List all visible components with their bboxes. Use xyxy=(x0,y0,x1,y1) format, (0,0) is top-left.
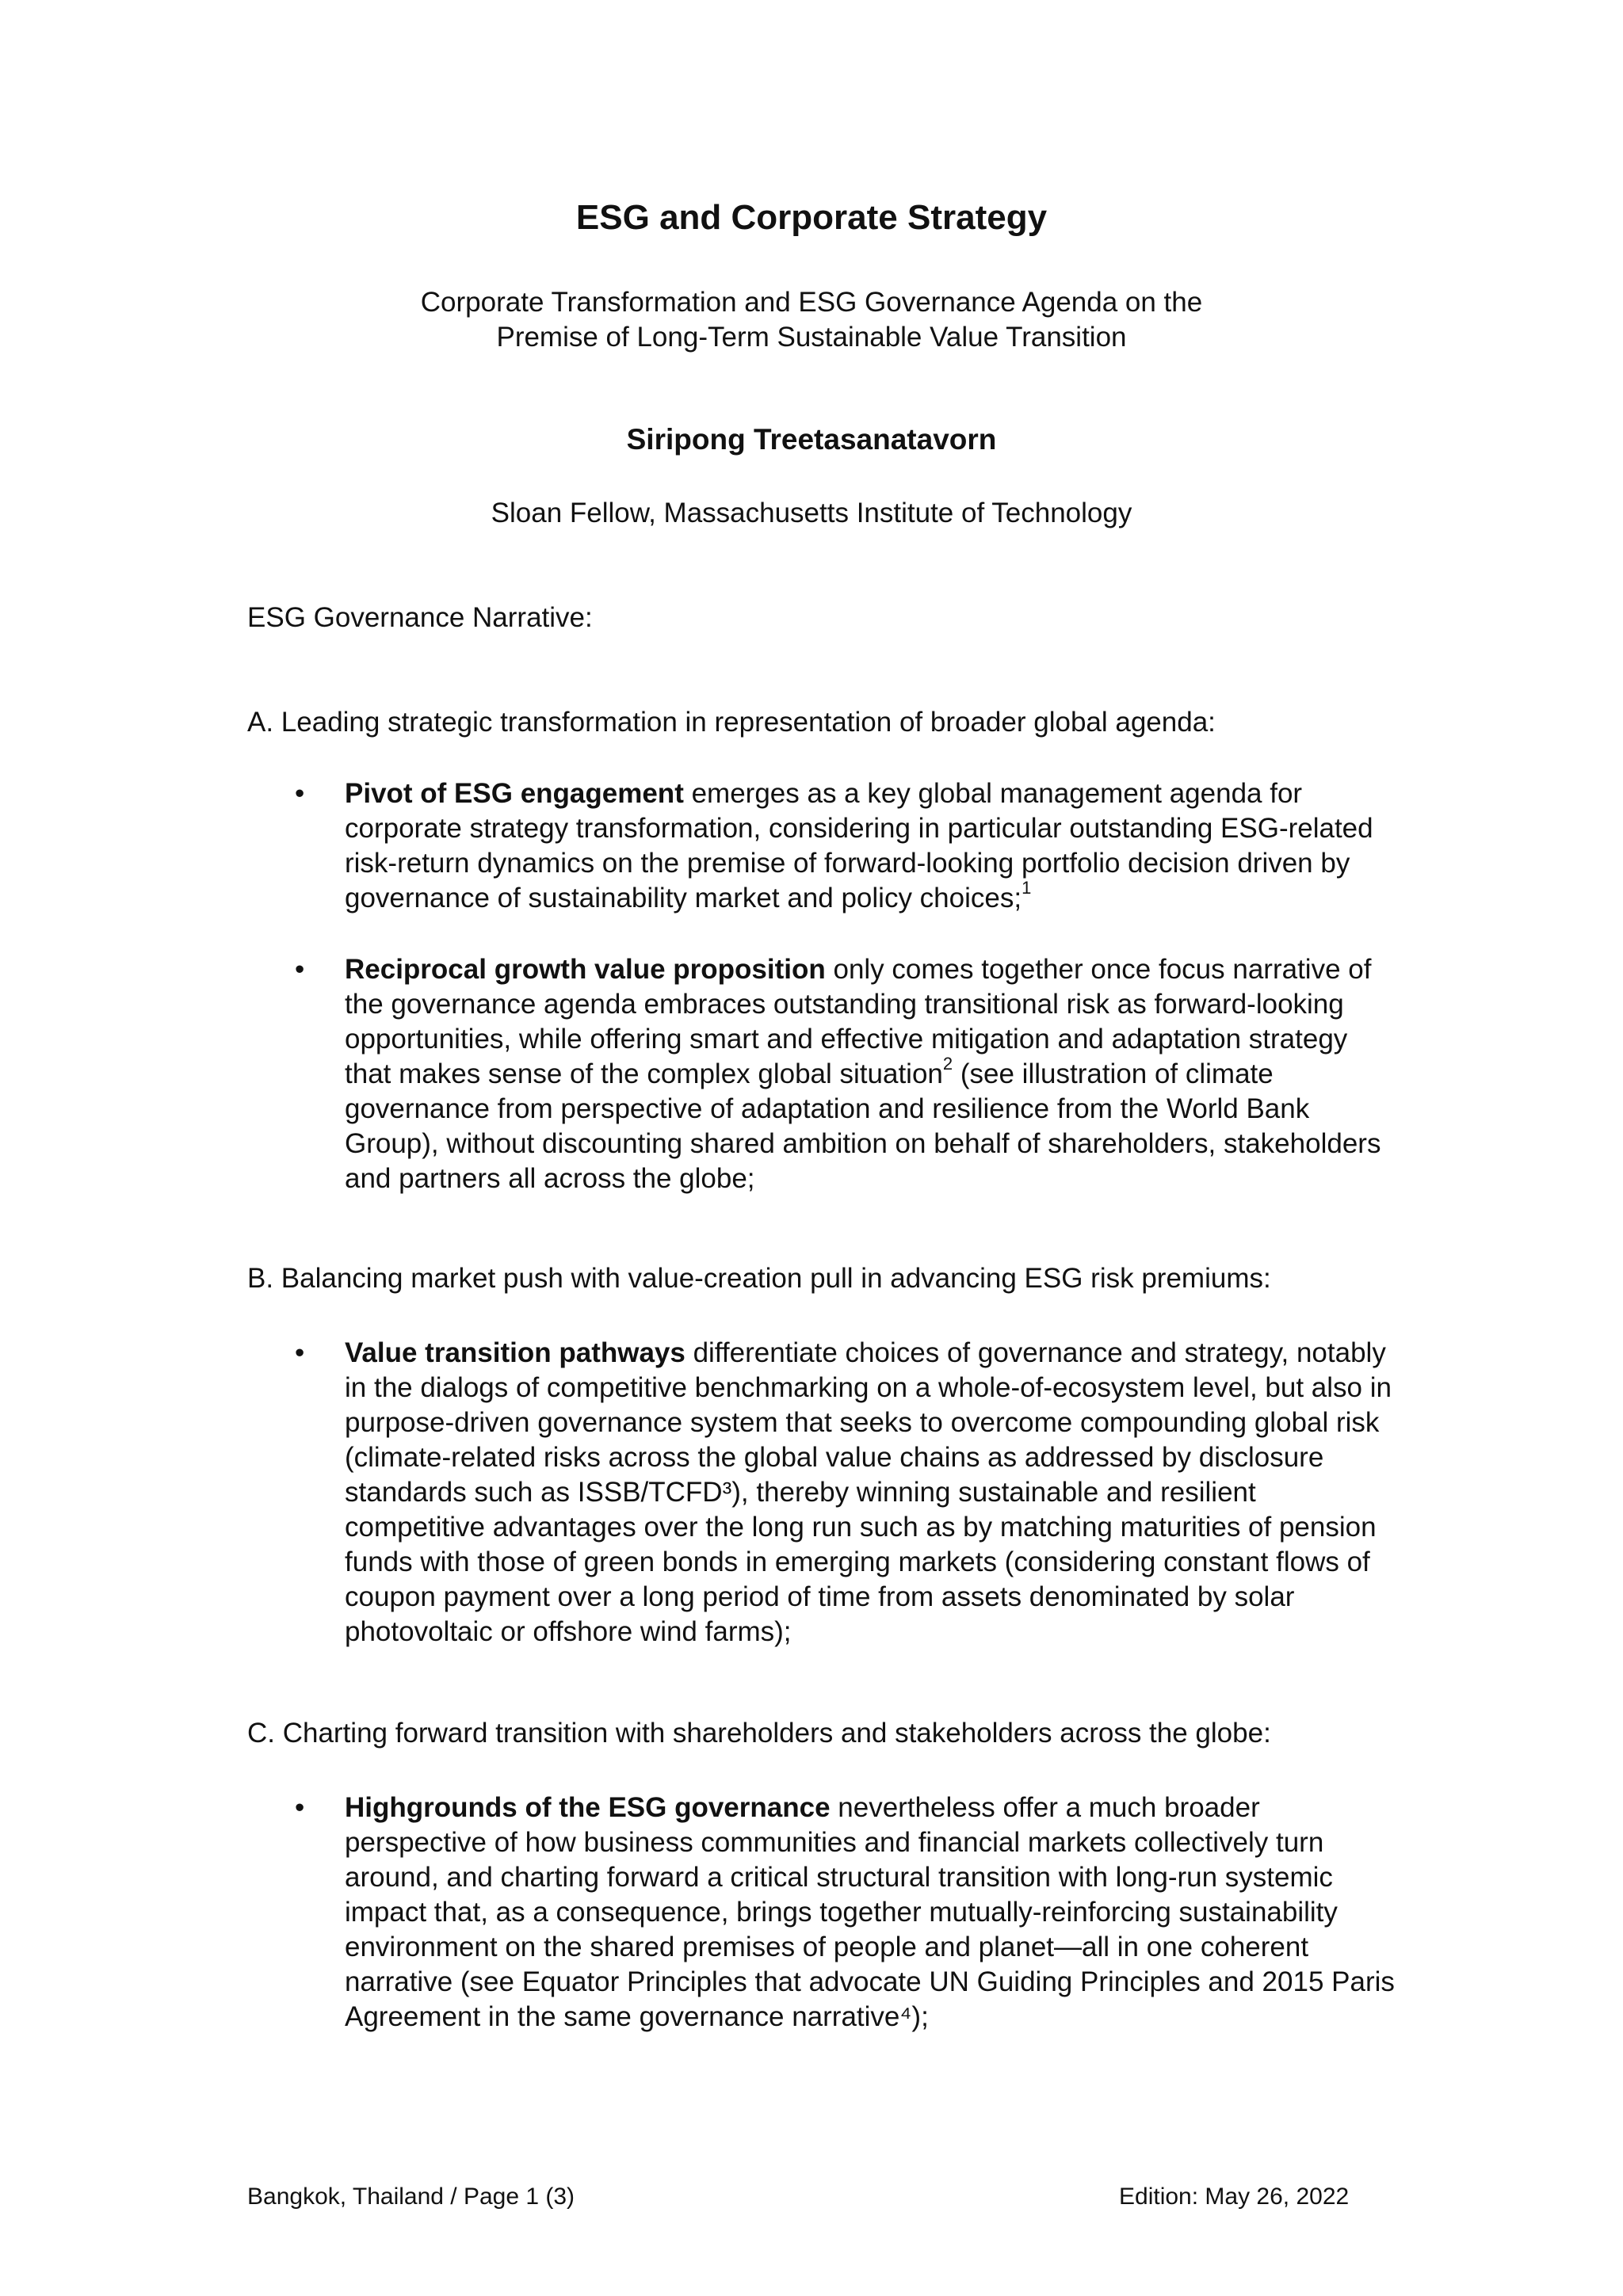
bullet-marker: • xyxy=(295,954,305,985)
footer-location-page: Bangkok, Thailand / Page 1 (3) xyxy=(247,2183,575,2210)
section-c-heading: C. Charting forward transition with shareholders and stakeholders across the globe: xyxy=(247,1718,1271,1749)
author-affiliation: Sloan Fellow, Massachusetts Institute of Technology xyxy=(491,498,1132,528)
section-a-heading: A. Leading strategic transformation in representation of broader global agenda: xyxy=(247,707,1216,738)
bullet-text xyxy=(345,776,1399,916)
bullet-text xyxy=(345,1791,1399,2035)
bullet-text xyxy=(345,952,1399,1196)
bullet-marker: • xyxy=(295,778,305,809)
bullet-body-continued: (see illustration of climate governance from perspective of adaptation and resilience from the World Bank Group), without discounting shared ambition on behalf of shareholders, stakeholders and partners all across the globe; xyxy=(345,1058,1381,1194)
narrative-label: ESG Governance Narrative: xyxy=(247,602,593,633)
footnote-ref-2: 2 xyxy=(942,1054,953,1074)
footnote-ref-1: 1 xyxy=(1022,878,1032,898)
bullet-body: nevertheless offer a much broader perspective of how business communities and financial markets collectively turn around, and charting forward a critical structural transition with long-run systemic impact that, as a consequence, brings together mutually-reinforcing sustainability environment on the shared premises of people and planet—all in one coherent narrative (see Equator Principles that advocate UN Guiding Principles and 2015 Paris Agreement in the same governance narrative⁴); xyxy=(345,1792,1395,2032)
bullet-body: differentiate choices of governance and strategy, notably in the dialogs of competitive benchmarking on a whole-of-ecosystem level, but also in purpose-driven governance system that seeks to overcome compounding global risk (climate-related risks across the global value chains as addressed by disclosure standards such as ISSB/TCFD³), thereby winning sustainable and resilient competitive advantages over the long run such as by matching maturities of pension funds with those of green bonds in emerging markets (considering constant flows of coupon payment over a long period of time from assets denominated by solar photovoltaic or offshore wind farms); xyxy=(345,1337,1392,1647)
bullet-text xyxy=(345,1336,1399,1650)
bullet-lead: Highgrounds of the ESG governance xyxy=(345,1792,831,1823)
bullet-body: emerges as a key global management agenda for corporate strategy transformation, considering in particular outstanding ESG-related risk-return dynamics on the premise of forward-looking portfolio decision driven by governance of sustainability market and policy choices; xyxy=(345,778,1373,913)
bullet-lead: Value transition pathways xyxy=(345,1337,685,1368)
section-b-heading: B. Balancing market push with value-creation pull in advancing ESG risk premiums: xyxy=(247,1263,1271,1294)
subtitle-line-2: Premise of Long-Term Sustainable Value Transition xyxy=(496,322,1127,353)
author-name: Siripong Treetasanatavorn xyxy=(626,423,997,456)
bullet-lead: Reciprocal growth value proposition xyxy=(345,954,826,985)
bullet-marker: • xyxy=(295,1792,305,1823)
document-subtitle xyxy=(0,285,1623,355)
subtitle-line-1: Corporate Transformation and ESG Governance Agenda on the xyxy=(420,287,1203,318)
bullet-marker: • xyxy=(295,1337,305,1368)
document-title: ESG and Corporate Strategy xyxy=(575,198,1048,237)
bullet-lead: Pivot of ESG engagement xyxy=(345,778,684,809)
bullet-body: only comes together once focus narrative of the governance agenda embraces outstanding transitional risk as forward-looking opportunities, while offering smart and effective mitigation and adaptation strategy that makes sense of the complex global situation xyxy=(345,954,1372,1089)
footer-edition: Edition: May 26, 2022 xyxy=(1119,2183,1350,2210)
